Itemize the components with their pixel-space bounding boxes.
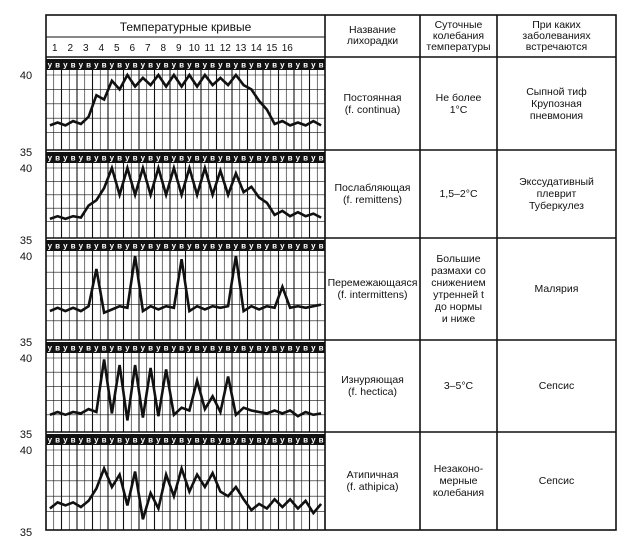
diseases: Сепсис: [538, 475, 575, 487]
slot-label: в: [86, 153, 92, 163]
slot-label: у: [233, 153, 239, 163]
slot-label: у: [47, 241, 53, 251]
slot-label: у: [78, 343, 84, 353]
slot-label: в: [55, 241, 61, 251]
slot-label: в: [287, 60, 293, 70]
slot-label: у: [218, 153, 223, 163]
name-header: Название лихорадки: [346, 24, 399, 47]
slot-label: у: [171, 343, 177, 353]
y-tick: 40: [19, 251, 33, 263]
slot-label: у: [78, 60, 84, 70]
slot-label: у: [249, 435, 254, 445]
slot-label: в: [303, 241, 309, 251]
slot-label: в: [287, 153, 293, 163]
slot-label: в: [287, 435, 293, 445]
slot-label: у: [63, 60, 68, 70]
slot-label: в: [132, 343, 138, 353]
slot-label: в: [55, 60, 61, 70]
slot-label: в: [210, 435, 216, 445]
slot-label: у: [171, 435, 177, 445]
slot-label: в: [210, 60, 216, 70]
slot-label: в: [272, 153, 278, 163]
slot-label: у: [78, 153, 84, 163]
day-number: 3: [82, 43, 89, 54]
slot-label: у: [202, 241, 208, 251]
y-tick: 35: [19, 235, 33, 247]
slot-label: у: [109, 60, 115, 70]
y-tick: 40: [19, 70, 33, 82]
slot-label: у: [94, 60, 99, 70]
slot-label: у: [233, 343, 239, 353]
slot-label: у: [171, 60, 177, 70]
slot-label: у: [280, 60, 285, 70]
day-number: 15: [266, 43, 278, 54]
slot-label: у: [311, 153, 316, 163]
y-tick: 40: [19, 445, 33, 457]
slot-label: в: [117, 60, 123, 70]
slot-label: у: [109, 343, 115, 353]
slot-label: у: [295, 343, 301, 353]
slot-label: в: [303, 153, 309, 163]
slot-label: в: [303, 60, 309, 70]
slot-label: в: [148, 343, 154, 353]
slot-label: в: [241, 241, 247, 251]
y-tick: 35: [19, 429, 33, 441]
slot-label: у: [218, 241, 223, 251]
slot-label: в: [287, 343, 293, 353]
slot-label: в: [86, 60, 92, 70]
slot-label: в: [86, 435, 92, 445]
y-tick: 35: [19, 147, 33, 159]
slot-label: у: [280, 241, 285, 251]
slot-label: в: [179, 435, 185, 445]
slot-label: в: [210, 241, 216, 251]
slot-label: у: [156, 343, 161, 353]
slot-label: в: [256, 343, 262, 353]
slot-label: у: [94, 241, 99, 251]
slot-label: в: [272, 343, 278, 353]
slot-label: у: [202, 60, 208, 70]
daily-fluctuation: Большие размахи со снижением утренней t до нормы и ниже: [431, 253, 486, 325]
slot-label: у: [249, 241, 254, 251]
slot-label: у: [311, 60, 316, 70]
slot-label: у: [295, 241, 301, 251]
slot-label: у: [264, 153, 270, 163]
slot-label: в: [163, 435, 169, 445]
slot-label: у: [47, 435, 53, 445]
slot-label: у: [78, 435, 84, 445]
slot-label: у: [249, 343, 254, 353]
slot-label: в: [303, 343, 309, 353]
slot-label: у: [109, 153, 115, 163]
slot-label: в: [163, 60, 169, 70]
slot-label: в: [101, 343, 107, 353]
slot-label: в: [241, 343, 247, 353]
slot-label: в: [179, 153, 185, 163]
slot-label: у: [218, 343, 223, 353]
slot-label: в: [101, 435, 107, 445]
day-number: 6: [129, 43, 136, 54]
slot-label: в: [70, 435, 76, 445]
slot-label: в: [256, 435, 262, 445]
slot-label: у: [187, 60, 192, 70]
slot-label: в: [101, 153, 107, 163]
daily-fluctuation: Не более 1°С: [435, 91, 482, 116]
slot-label: у: [202, 343, 208, 353]
slot-label: у: [125, 60, 130, 70]
slot-label: у: [140, 343, 146, 353]
fever-name: Перемежающаяся (f. intermittens): [327, 277, 418, 301]
slot-label: в: [210, 343, 216, 353]
slot-label: у: [171, 241, 177, 251]
slot-label: в: [55, 435, 61, 445]
slot-label: в: [117, 241, 123, 251]
slot-label: в: [70, 60, 76, 70]
y-tick: 40: [19, 163, 33, 175]
slot-label: в: [225, 60, 231, 70]
slot-label: у: [280, 435, 285, 445]
slot-label: у: [109, 435, 115, 445]
daily-fluctuation: Незаконо- мерные колебания: [432, 463, 485, 499]
slot-label: в: [318, 343, 324, 353]
slot-label: у: [249, 60, 254, 70]
slot-label: у: [156, 241, 161, 251]
slot-label: у: [264, 60, 270, 70]
slot-label: в: [132, 435, 138, 445]
slot-label: в: [117, 343, 123, 353]
slot-label: в: [101, 241, 107, 251]
slot-label: у: [94, 153, 99, 163]
day-number: 5: [113, 43, 120, 54]
slot-label: в: [132, 60, 138, 70]
slot-label: в: [318, 60, 324, 70]
slot-label: в: [256, 60, 262, 70]
day-number: 11: [204, 43, 215, 54]
day-number: 4: [98, 43, 105, 54]
slot-label: в: [194, 241, 200, 251]
slot-label: у: [311, 241, 316, 251]
slot-label: в: [256, 153, 262, 163]
slot-label: у: [47, 153, 53, 163]
slot-label: у: [63, 241, 68, 251]
slot-label: у: [202, 435, 208, 445]
day-number: 12: [219, 43, 231, 54]
day-number: 14: [250, 43, 262, 54]
slot-label: у: [156, 435, 161, 445]
day-number: 10: [188, 43, 200, 54]
diseases-header: При каких заболеваниях встречаются: [522, 18, 591, 53]
day-number: 9: [175, 43, 182, 54]
slot-label: у: [156, 153, 161, 163]
slot-label: в: [303, 435, 309, 445]
slot-label: у: [233, 435, 239, 445]
slot-label: в: [163, 241, 169, 251]
slot-label: у: [187, 435, 192, 445]
diseases: Экссудативный плеврит Туберкулез: [519, 176, 594, 212]
slot-label: в: [70, 241, 76, 251]
slot-label: в: [318, 153, 324, 163]
slot-label: в: [241, 435, 247, 445]
day-number: 2: [67, 43, 74, 54]
slot-label: у: [202, 153, 208, 163]
slot-label: у: [249, 153, 254, 163]
slot-label: у: [140, 435, 146, 445]
slot-label: у: [218, 60, 223, 70]
slot-label: у: [295, 153, 301, 163]
slot-label: у: [264, 435, 270, 445]
slot-label: в: [194, 343, 200, 353]
slot-label: у: [78, 241, 84, 251]
slot-label: у: [125, 435, 130, 445]
curves-header: Температурные кривые: [119, 20, 252, 34]
slot-label: у: [63, 435, 68, 445]
daily-header: Суточные колебания температуры: [426, 18, 491, 53]
slot-label: у: [187, 343, 192, 353]
slot-label: в: [194, 60, 200, 70]
day-number: 7: [144, 43, 151, 54]
slot-label: в: [55, 153, 61, 163]
slot-label: в: [194, 435, 200, 445]
slot-label: в: [148, 60, 154, 70]
y-tick: 35: [19, 337, 33, 349]
slot-label: в: [117, 435, 123, 445]
slot-label: у: [140, 60, 146, 70]
slot-label: в: [272, 60, 278, 70]
slot-label: в: [241, 60, 247, 70]
slot-label: в: [225, 343, 231, 353]
fever-name: Постоянная (f. continua): [343, 91, 402, 116]
slot-label: у: [218, 435, 223, 445]
slot-label: у: [295, 60, 301, 70]
slot-label: в: [241, 153, 247, 163]
slot-label: у: [47, 60, 53, 70]
slot-label: у: [63, 343, 68, 353]
slot-label: у: [125, 153, 130, 163]
slot-label: у: [311, 343, 316, 353]
day-number: 16: [281, 43, 293, 54]
slot-label: у: [156, 60, 161, 70]
slot-label: у: [295, 435, 301, 445]
slot-label: у: [264, 241, 270, 251]
slot-label: у: [280, 153, 285, 163]
diseases: Малярия: [534, 283, 579, 295]
slot-label: в: [70, 153, 76, 163]
fever-name: Атипичная (f. athipica): [346, 469, 399, 493]
slot-label: у: [187, 241, 192, 251]
slot-label: в: [194, 153, 200, 163]
slot-label: в: [132, 241, 138, 251]
slot-label: у: [94, 435, 99, 445]
day-number: 1: [51, 43, 58, 54]
slot-label: в: [163, 153, 169, 163]
slot-label: в: [179, 60, 185, 70]
y-tick: 40: [19, 353, 33, 365]
y-tick: 35: [19, 527, 33, 539]
slot-label: в: [225, 435, 231, 445]
slot-label: в: [86, 241, 92, 251]
daily-fluctuation: 3–5°С: [443, 380, 474, 392]
slot-label: в: [55, 343, 61, 353]
slot-label: у: [187, 153, 192, 163]
slot-label: в: [318, 435, 324, 445]
fever-name: Изнуряющая (f. hectica): [341, 374, 404, 398]
slot-label: в: [117, 153, 123, 163]
slot-label: у: [125, 343, 130, 353]
day-number: 8: [160, 43, 167, 54]
slot-label: в: [272, 241, 278, 251]
slot-label: у: [94, 343, 99, 353]
daily-fluctuation: 1,5–2°С: [439, 188, 478, 200]
slot-label: у: [140, 153, 146, 163]
slot-label: в: [210, 153, 216, 163]
slot-label: в: [148, 153, 154, 163]
slot-label: в: [163, 343, 169, 353]
slot-label: у: [171, 153, 177, 163]
slot-label: в: [318, 241, 324, 251]
slot-label: у: [125, 241, 130, 251]
slot-label: у: [233, 241, 239, 251]
slot-label: в: [179, 241, 185, 251]
day-number: 13: [235, 43, 247, 54]
diseases: Сепсис: [538, 380, 575, 392]
slot-label: в: [70, 343, 76, 353]
slot-label: у: [109, 241, 115, 251]
slot-label: в: [101, 60, 107, 70]
slot-label: у: [140, 241, 146, 251]
slot-label: в: [132, 153, 138, 163]
slot-label: в: [225, 241, 231, 251]
slot-label: у: [47, 343, 53, 353]
slot-label: в: [225, 153, 231, 163]
slot-label: в: [179, 343, 185, 353]
slot-label: в: [148, 241, 154, 251]
slot-label: у: [280, 343, 285, 353]
slot-label: в: [287, 241, 293, 251]
slot-label: в: [86, 343, 92, 353]
slot-label: у: [264, 343, 270, 353]
slot-label: в: [256, 241, 262, 251]
slot-label: в: [272, 435, 278, 445]
fever-name: Послабляющая (f. remittens): [334, 182, 411, 206]
slot-label: у: [233, 60, 239, 70]
slot-label: у: [63, 153, 68, 163]
diseases: Сыпной тиф Крупозная пневмония: [526, 85, 587, 122]
slot-label: в: [148, 435, 154, 445]
slot-label: у: [311, 435, 316, 445]
